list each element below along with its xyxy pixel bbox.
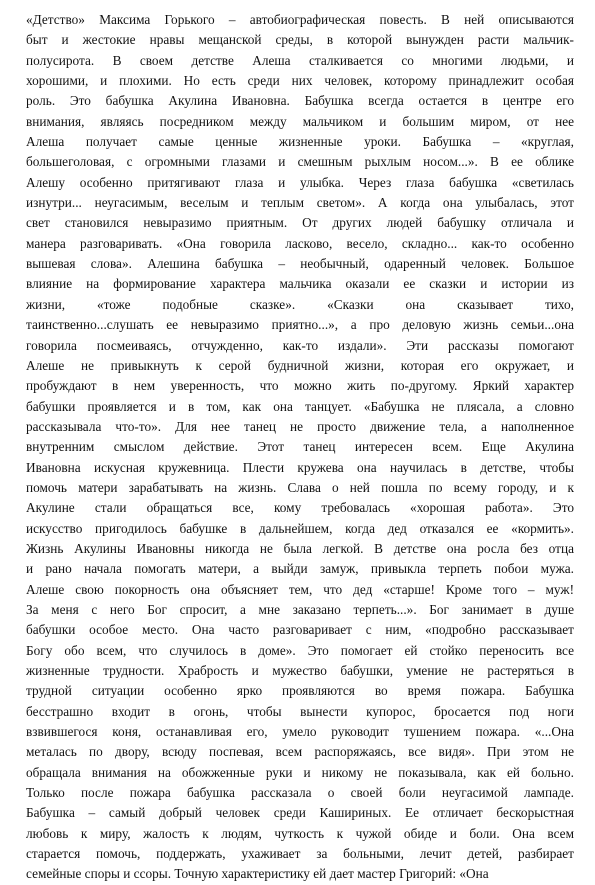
text-line: жизни, «тоже подобные сказке». «Сказки она сказывает тихо, (26, 296, 574, 312)
text-line: Алеша получает самые ценные жизненные уроки. Бабушка – «круглая, (26, 134, 574, 150)
text-line: и рано начала помогать матери, а выйди замуж, привыкла терпеть побои мужа. (26, 561, 574, 577)
text-line: жизненные трудности. Храбрость и мужество бабушки, умение не растеряться в (26, 663, 574, 678)
text-line: внутренним смыслом действие. Этот танец интересен всем. Еще Акулина (26, 439, 574, 455)
text-line: внимания, являясь посредником между мальчиком и большим миром, от нее (26, 113, 574, 129)
text-line: Алеше свою покорность она объясняет тем, что дед «старше! Кроме того – муж! (26, 581, 574, 597)
text-line: За меня с него Бог спросит, а мне заказано терпеть...». Бог занимает в душе (26, 601, 574, 617)
text-line: трудной ситуации особенно ярко проявляются во время пожара. Бабушка (26, 683, 574, 699)
text-line: свет становился невыразимо приятным. От других людей бабушку отличала и (26, 215, 574, 231)
text-line: рассказывала что-то». Для нее танец не просто движение тела, а наполненное (26, 418, 574, 434)
text-line: полусирота. В своем детстве Алеша сталкивается со многими людьми, и (26, 52, 574, 68)
text-line: говорила посмеиваясь, отчужденно, как-то издали». Эти рассказы помогают (26, 337, 574, 353)
text-line: любовь к миру, жалость к людям, чуткость к чужой обиде и боли. Она всем (26, 825, 574, 841)
text-line: искусство пригодилось бабушке в дальнейшем, когда дед отказался ее «кормить». (26, 520, 574, 536)
text-line: Ивановна искусная кружевница. Плести кружева она научилась в детстве, чтобы (26, 459, 574, 475)
text-line: «Детство» Максима Горького – автобиографическая повесть. В ней описываются (26, 12, 574, 27)
text-line: большеголовая, с огромными глазами и смешным рыхлым носом...». В ее облике (26, 154, 574, 170)
text-line: таинственно...слушать ее невыразимо приятно...», а про деловую жизнь семьи...она (26, 317, 574, 333)
text-line: Бабушка – самый добрый человек среди Кашириных. Ее отличает бескорыстная (26, 805, 574, 821)
text-line: быт и жестокие нравы мещанской среды, в которой вынужден расти мальчик- (26, 32, 574, 48)
text-line: Алеше не привыкнуть к серой будничной жизни, которая его окружает, и (26, 357, 574, 373)
text-line: роль. Это бабушка Акулина Ивановна. Бабушка всегда остается в центре его (26, 93, 574, 109)
text-line: Богу обо всем, что случилось в доме». Это помогает ей стойко переносить все (26, 642, 574, 658)
text-line: металась по двору, всюду поспевая, всем распоряжаясь, все видя». При этом не (26, 744, 574, 760)
text-line: пробуждают в нем уверенность, что можно жить по-другому. Яркий характер (26, 378, 574, 394)
text-line: влияние на формирование характера мальчика оказали ее сказки и истории из (26, 276, 574, 292)
text-line: старается помочь, поддержать, ухаживает за больными, лечит детей, разбирает (26, 846, 574, 862)
text-line: Алешу особенно притягивают глаза и улыбка. Через глаза бабушка «светилась (26, 174, 574, 190)
text-line: хорошими, и плохими. Но есть среди них человек, которому принадлежит особая (26, 73, 574, 89)
text-line: вышевая слова». Алешина бабушка – необычный, одаренный человек. Большое (26, 256, 574, 272)
text-line: Акулине стали обращаться все, кому требовалась «хорошая работа». Это (26, 500, 574, 516)
text-line: взвившегося коня, останавливая его, умело руководит тушением пожара. «...Она (26, 724, 574, 740)
essay-text (26, 10, 574, 885)
text-line: изнутри... неугасимым, веселым и теплым светом». А когда она улыбалась, этот (26, 195, 574, 211)
text-line: Только после пожара бабушка рассказала о своей боли неугасимой лампаде. (26, 785, 574, 801)
text-line: бабушки особое место. Она часто разговаривает с ним, «подробно рассказывает (26, 622, 574, 638)
text-line: бабушки проявляется и в том, как она танцует. «Бабушка не плясала, а словно (26, 398, 574, 414)
text-line: бесстрашно входит в огонь, чтобы вынести купорос, бросается под ноги (26, 703, 574, 719)
text-line: Жизнь Акулины Ивановны никогда не была легкой. В детстве она росла без отца (26, 540, 574, 556)
text-line: помочь матери зарабатывать на жизнь. Слава о ней пошла по всему городу, и к (26, 479, 574, 495)
text-line: манера разговаривать. «Она говорила ласково, весело, складно... как-то особенно (26, 235, 574, 251)
text-line: семейные споры и ссоры. Точную характеристику ей дает мастер Григорий: «Она (26, 866, 489, 882)
text-line: обращала внимания на обожженные руки и никому не показывала, как ей больно. (26, 764, 574, 780)
